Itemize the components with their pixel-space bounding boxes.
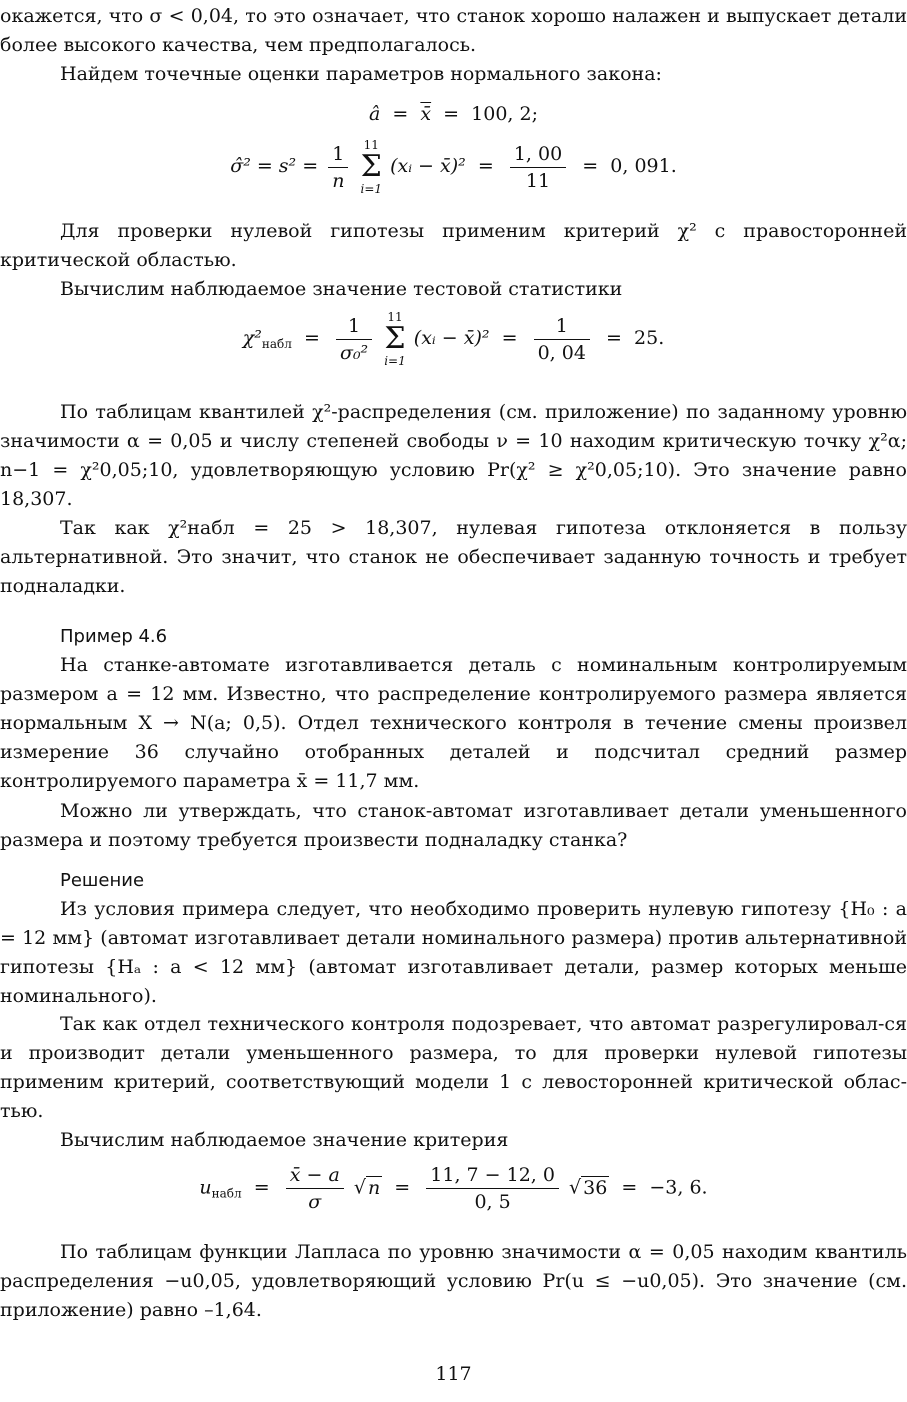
eq4-lhs-sub: набл (211, 1186, 242, 1201)
eq3-fraction: $\frac{1}{\text{σ₀²}}$ (336, 313, 372, 366)
paragraph-5: По таблицам квантилей χ²-распределения (см. приложение) по заданному уровню значимости α = 0,05 и числу степеней свободы ν = 10 находим критическую точку χ²α; n−1 = χ²0,05;10, удовлетворяющую условию Pr(χ² ≥ χ²0,05;10). Это значение равно 18,307. (0, 401, 907, 510)
paragraph-12: По таблицам функции Лапласа по уровню значимости α = 0,05 находим квантиль распределения −u0,05, удовлетворяющий условию Pr(u ≤ −u0,05). Это значение (см. приложение) равно –1,64. (0, 1241, 907, 1321)
equation-estimate-sigma: σ̂² = s² = $\frac{1}{n}$ 11 Σ i=1 (xᵢ − x̄)² = $\frac{1, 00}{11}$ = 0, 091. (230, 138, 677, 196)
paragraph-1: окажется, что σ < 0,04, то это означает, что станок хорошо налажен и выпускает детали более высокого качества, чем предполагалось. (0, 5, 907, 56)
paragraph-8: Можно ли утверждать, что станок-автомат изготавливает детали уменьшенного размера и поэтому требуется произвести подналадку станка? (0, 800, 907, 851)
equation-u-observed: $u_{набл}$ = $\frac{x̄ - a}{\sigma}$ √ n = $\frac{11, 7 - 12, 0}{0, 5}$ √ 36 = −3, 6. (199, 1164, 708, 1213)
eq3-lhs: χ² (242, 327, 262, 349)
paragraph-2: Найдем точечные оценки параметров нормального закона: (60, 63, 662, 85)
paragraph-7: На станке-автомате изготавливается деталь с номинальным контролируемым размером a = 12 мм. Известно, что распределение контролируемого размера является нормальным X → N(a; 0,5). Отдел технического контроля в течение смены произвел измерение 36 случайно отобранных деталей и подсчитал средний размер контролируемого параметра x̄ = 11,7 мм. (0, 654, 907, 792)
eq4-sqrt-2: 36 (583, 1176, 608, 1199)
equation-chi-observed: $\chi^2_{набл}$ = $\frac{1}{\text{σ₀²}}$ 11 Σ i=1 (xᵢ − x̄)² = $\frac{1}{0, 04}$ = 25. (242, 310, 665, 368)
eq1-rhs: 100, 2; (471, 103, 539, 125)
paragraph-4: Вычислим наблюдаемое значение тестовой статистики (60, 278, 623, 300)
eq4-fraction: $\frac{x̄ - a}{\sigma}$ (286, 1162, 344, 1215)
paragraph-9: Из условия примера следует, что необходимо проверить нулевую гипотезу {H₀ : a = 12 мм} (автомат изготавливает детали номинального размера) против альтернативной гипотезы {Hₐ : a < 12 мм} (автомат изготавливает детали, размер которых меньше номинального). (0, 898, 907, 1007)
eq1-mid: x̄ (420, 103, 432, 125)
eq2-fraction-2: $\frac{1, 00}{11}$ (510, 141, 566, 194)
example-heading: Пример 4.6 (60, 626, 168, 647)
paragraph-10: Так как отдел технического контроля подозревает, что автомат разрегулировал-ся и производит детали уменьшенного размера, то для проверки нулевой гипотезы применим критерий, соответствующий модели 1 с левосторонней критической облас-тью. (0, 1013, 907, 1122)
eq4-rhs: −3, 6. (649, 1176, 708, 1199)
eq3-body: (xᵢ − x̄)² (413, 327, 490, 349)
eq4-fraction-2: $\frac{11, 7 - 12, 0}{0, 5}$ (426, 1162, 559, 1215)
solution-heading: Решение (60, 870, 145, 891)
eq4-sqrt-1: n (367, 1176, 381, 1199)
eq1-lhs: â (368, 103, 381, 125)
eq2-body: (xᵢ − x̄)² (390, 155, 466, 177)
eq3-sum: 11 Σ i=1 (384, 310, 406, 368)
page-number: 117 (435, 1363, 472, 1385)
eq3-fraction-2: $\frac{1}{0, 04}$ (534, 313, 590, 366)
eq2-lhs: σ̂² = s² = (230, 155, 319, 177)
eq2-rhs: 0, 091. (610, 155, 677, 177)
equation-estimate-a: â = x̄ = 100, 2; (368, 103, 539, 125)
eq2-fraction: $\frac{1}{n}$ (328, 141, 348, 194)
eq3-rhs: 25. (634, 327, 665, 349)
paragraph-3: Для проверки нулевой гипотезы применим критерий χ² с правосторонней критической областью. (0, 220, 907, 271)
eq3-lhs-sub: набл (261, 337, 292, 351)
paragraph-11: Вычислим наблюдаемое значение критерия (60, 1129, 509, 1151)
eq4-lhs: u (199, 1176, 212, 1199)
paragraph-6: Так как χ²набл = 25 > 18,307, нулевая гипотеза отклоняется в пользу альтернативной. Это значит, что станок не обеспечивает заданную точность и требует подналадки. (0, 517, 907, 597)
eq2-sum: 11 Σ i=1 (360, 138, 383, 196)
